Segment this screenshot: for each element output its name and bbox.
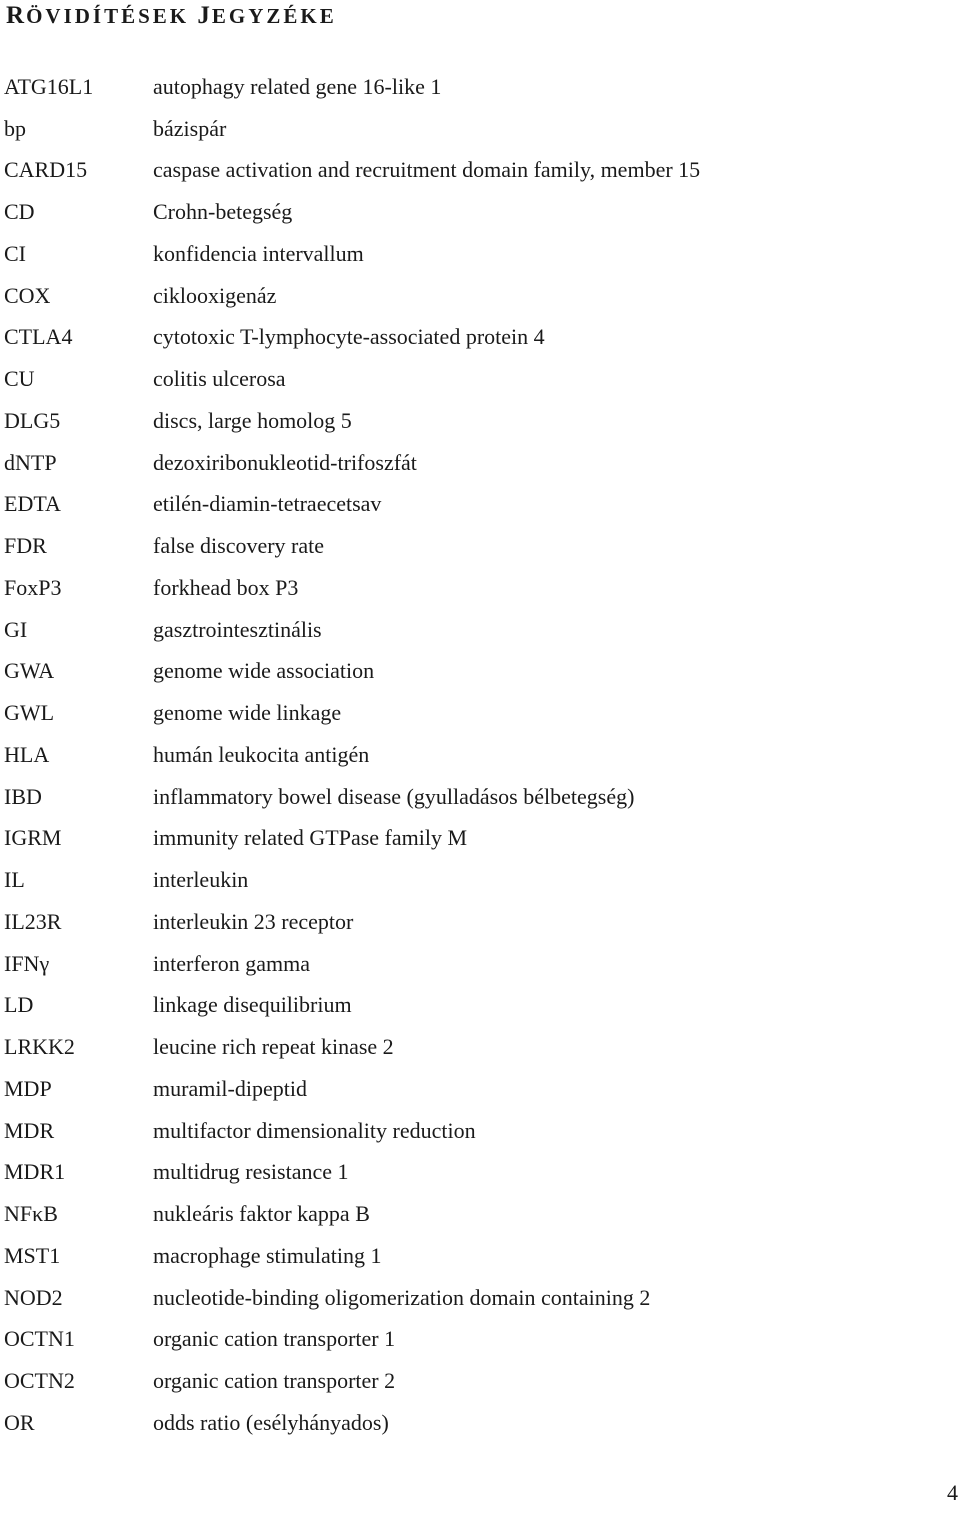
abbreviation-term: CD xyxy=(4,199,35,225)
abbreviation-row xyxy=(4,859,944,901)
abbreviation-row xyxy=(4,442,944,484)
abbreviation-term: CTLA4 xyxy=(4,324,73,350)
abbreviation-term: OCTN2 xyxy=(4,1368,75,1394)
abbreviation-definition: gasztrointesztinális xyxy=(153,616,322,642)
abbreviation-row xyxy=(4,1026,944,1068)
abbreviation-row xyxy=(4,233,944,275)
abbreviation-term: FoxP3 xyxy=(4,574,62,600)
abbreviation-definition: discs, large homolog 5 xyxy=(153,407,352,433)
abbreviation-term: IBD xyxy=(4,783,42,809)
abbreviation-term: MDR xyxy=(4,1117,55,1143)
abbreviation-definition: leucine rich repeat kinase 2 xyxy=(153,1034,394,1060)
abbreviation-definition: konfidencia intervallum xyxy=(153,240,364,266)
abbreviation-row xyxy=(4,776,944,818)
abbreviation-row xyxy=(4,150,944,192)
abbreviation-row xyxy=(4,651,944,693)
abbreviation-row xyxy=(4,818,944,860)
abbreviation-row xyxy=(4,692,944,734)
abbreviation-term: dNTP xyxy=(4,449,57,475)
abbreviation-term: IFNγ xyxy=(4,950,50,976)
abbreviation-row xyxy=(4,1068,944,1110)
abbreviation-term: FDR xyxy=(4,533,47,559)
abbreviation-row xyxy=(4,108,944,150)
abbreviation-term: EDTA xyxy=(4,491,61,517)
abbreviation-row xyxy=(4,1360,944,1402)
abbreviation-definition: cytotoxic T-lymphocyte-associated protein 4 xyxy=(153,324,545,350)
abbreviation-definition: immunity related GTPase family M xyxy=(153,825,468,851)
abbreviation-row xyxy=(4,317,944,359)
abbreviation-definition: colitis ulcerosa xyxy=(153,366,286,392)
abbreviation-row xyxy=(4,985,944,1027)
abbreviation-definition: ciklooxigenáz xyxy=(153,282,277,308)
abbreviation-definition: interleukin 23 receptor xyxy=(153,908,354,934)
abbreviation-term: IL xyxy=(4,867,25,893)
abbreviation-row xyxy=(4,609,944,651)
abbreviation-term: LD xyxy=(4,992,34,1018)
title-word-1-rest: ÖVIDÍTÉSEK xyxy=(26,4,190,28)
abbreviation-definition: organic cation transporter 1 xyxy=(153,1326,396,1352)
abbreviation-term: MST1 xyxy=(4,1242,61,1268)
abbreviation-term: GI xyxy=(4,616,28,642)
abbreviation-row xyxy=(4,275,944,317)
abbreviation-term: CI xyxy=(4,240,26,266)
abbreviation-row xyxy=(4,1277,944,1319)
abbreviation-row xyxy=(4,1235,944,1277)
abbreviation-row xyxy=(4,1402,944,1444)
abbreviation-row xyxy=(4,1110,944,1152)
abbreviation-row xyxy=(4,66,944,108)
abbreviation-term: OR xyxy=(4,1409,35,1435)
abbreviation-definition: caspase activation and recruitment domain family, member 15 xyxy=(153,157,701,183)
abbreviation-row xyxy=(4,525,944,567)
abbreviation-row xyxy=(4,943,944,985)
abbreviation-definition: interferon gamma xyxy=(153,950,310,976)
abbreviation-term: CU xyxy=(4,366,35,392)
abbreviation-row xyxy=(4,484,944,526)
abbreviation-term: NFκB xyxy=(4,1201,58,1227)
abbreviation-row xyxy=(4,734,944,776)
abbreviation-definition: linkage disequilibrium xyxy=(153,992,352,1018)
abbreviation-row xyxy=(4,567,944,609)
abbreviation-term: IL23R xyxy=(4,908,62,934)
abbreviation-term: CARD15 xyxy=(4,157,88,183)
abbreviation-definition: autophagy related gene 16-like 1 xyxy=(153,73,442,99)
abbreviation-definition: humán leukocita antigén xyxy=(153,741,370,767)
abbreviation-definition: Crohn-betegség xyxy=(153,199,293,225)
abbreviation-definition: muramil-dipeptid xyxy=(153,1075,307,1101)
abbreviation-term: bp xyxy=(4,115,26,141)
abbreviation-definition: bázispár xyxy=(153,115,227,141)
abbreviation-definition: nucleotide-binding oligomerization domain containing 2 xyxy=(153,1284,651,1310)
abbreviation-row xyxy=(4,901,944,943)
abbreviation-definition: genome wide association xyxy=(153,658,375,684)
abbreviation-term: MDR1 xyxy=(4,1159,66,1185)
abbreviation-term: LRKK2 xyxy=(4,1034,75,1060)
abbreviation-definition: etilén-diamin-tetraecetsav xyxy=(153,491,382,517)
abbreviation-term: HLA xyxy=(4,741,50,767)
abbreviation-term: OCTN1 xyxy=(4,1326,75,1352)
abbreviation-row xyxy=(4,1152,944,1194)
title-word-2-rest: EGYZÉKE xyxy=(211,4,337,28)
abbreviation-definition: organic cation transporter 2 xyxy=(153,1368,396,1394)
abbreviation-row xyxy=(4,1319,944,1361)
abbreviation-definition: multifactor dimensionality reduction xyxy=(153,1117,476,1143)
page-number: 4 xyxy=(947,1480,958,1505)
title-initial-2: J xyxy=(197,2,212,29)
abbreviation-definition: forkhead box P3 xyxy=(153,574,299,600)
abbreviation-term: MDP xyxy=(4,1075,52,1101)
abbreviation-definition: dezoxiribonukleotid-trifoszfát xyxy=(153,449,417,475)
abbreviation-definition: odds ratio (esélyhányados) xyxy=(153,1409,389,1435)
abbreviation-definition: macrophage stimulating 1 xyxy=(153,1242,382,1268)
abbreviation-term: COX xyxy=(4,282,51,308)
abbreviation-row xyxy=(4,358,944,400)
abbreviation-list xyxy=(4,66,944,1444)
abbreviation-term: IGRM xyxy=(4,825,62,851)
abbreviation-definition: nukleáris faktor kappa B xyxy=(153,1201,370,1227)
title-initial-1: R xyxy=(6,2,27,29)
abbreviation-term: ATG16L1 xyxy=(4,73,94,99)
abbreviation-row xyxy=(4,191,944,233)
abbreviation-term: GWL xyxy=(4,700,55,726)
abbreviation-row xyxy=(4,400,944,442)
page-title xyxy=(6,2,337,30)
abbreviation-term: NOD2 xyxy=(4,1284,63,1310)
abbreviation-definition: genome wide linkage xyxy=(153,700,342,726)
abbreviation-row xyxy=(4,1193,944,1235)
abbreviation-term: GWA xyxy=(4,658,55,684)
abbreviation-definition: multidrug resistance 1 xyxy=(153,1159,349,1185)
abbreviation-definition: false discovery rate xyxy=(153,533,325,559)
abbreviation-term: DLG5 xyxy=(4,407,61,433)
abbreviation-definition: inflammatory bowel disease (gyulladásos bélbetegség) xyxy=(153,783,635,809)
abbreviation-definition: interleukin xyxy=(153,867,249,893)
